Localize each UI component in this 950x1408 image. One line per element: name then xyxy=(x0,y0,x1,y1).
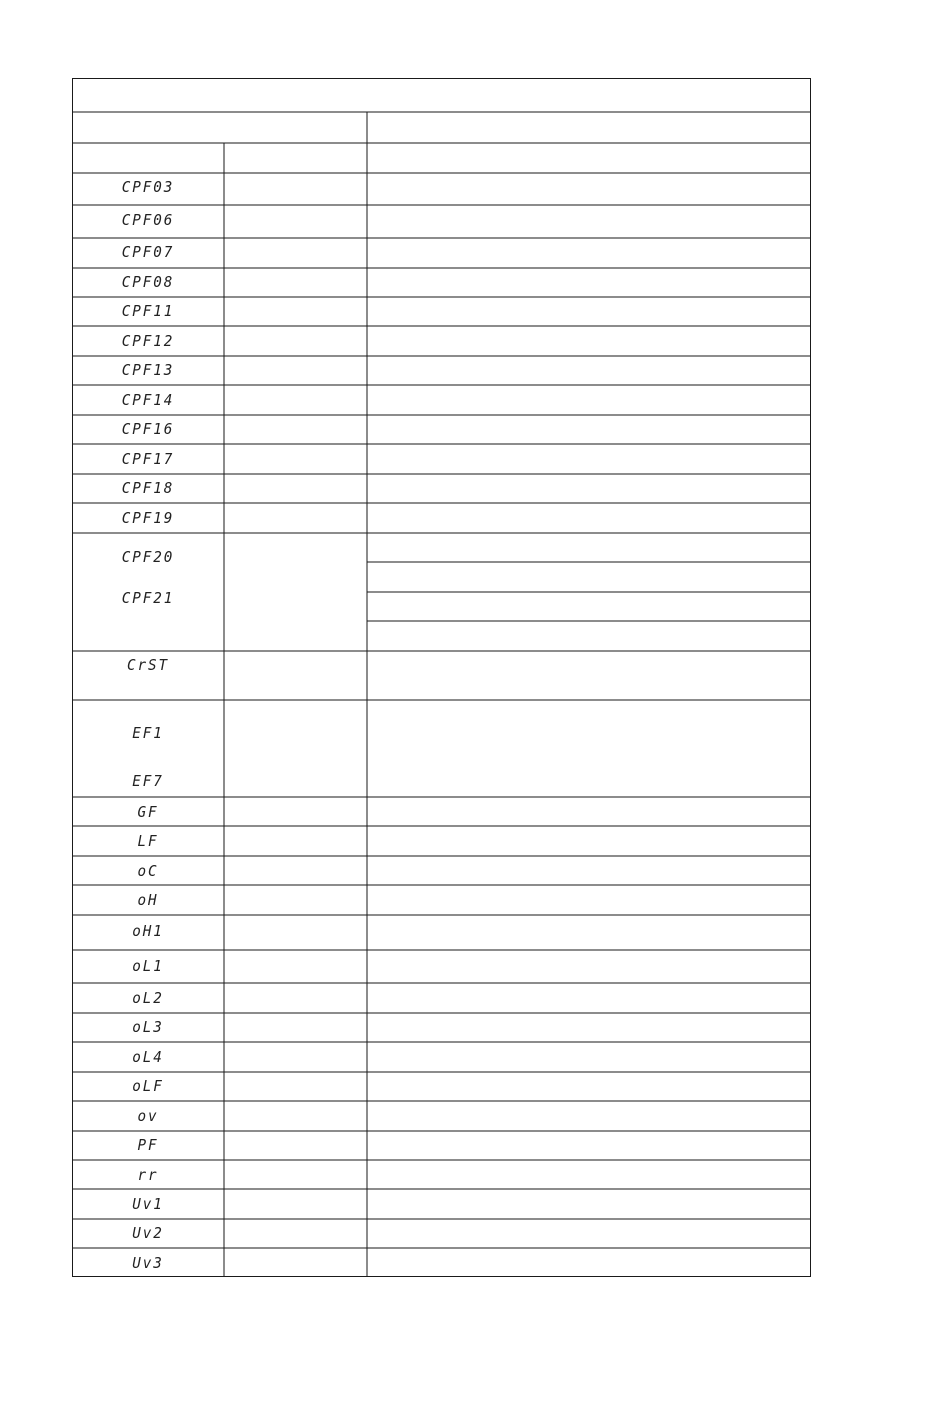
fault-code: GF xyxy=(137,803,159,821)
fault-code: CrST xyxy=(127,656,169,674)
fault-code: CPF07 xyxy=(121,243,175,261)
fault-code: CPF21 xyxy=(121,589,175,607)
fault-code: CPF11 xyxy=(121,302,175,320)
fault-code: CPF06 xyxy=(121,211,175,229)
fault-code: rr xyxy=(137,1166,159,1184)
fault-code: CPF13 xyxy=(121,361,175,379)
fault-code: oH1 xyxy=(132,922,164,940)
fault-code: CPF16 xyxy=(121,420,175,438)
fault-code: oL2 xyxy=(132,989,164,1007)
fault-code: oL3 xyxy=(132,1018,164,1036)
fault-code: CPF14 xyxy=(121,391,175,409)
fault-code: CPF20 xyxy=(121,548,175,566)
fault-code: CPF17 xyxy=(121,450,175,468)
fault-code: CPF12 xyxy=(121,332,175,350)
fault-code: CPF08 xyxy=(121,273,175,291)
fault-code: Uv2 xyxy=(132,1224,164,1242)
fault-code: EF1 xyxy=(132,724,164,742)
fault-code: oLF xyxy=(132,1077,164,1095)
fault-code: CPF19 xyxy=(121,509,175,527)
fault-table xyxy=(72,78,811,1277)
fault-code: oL4 xyxy=(132,1048,164,1066)
fault-code: CPF18 xyxy=(121,479,175,497)
fault-code: CPF03 xyxy=(121,178,175,196)
fault-code: oL1 xyxy=(132,957,164,975)
fault-code: PF xyxy=(137,1136,159,1154)
fault-code: EF7 xyxy=(132,772,164,790)
fault-code: oH xyxy=(137,891,159,909)
fault-code: oC xyxy=(137,862,159,880)
fault-code: ov xyxy=(137,1107,159,1125)
fault-code: LF xyxy=(137,832,159,850)
fault-code: Uv1 xyxy=(132,1195,164,1213)
fault-code: Uv3 xyxy=(132,1254,164,1272)
